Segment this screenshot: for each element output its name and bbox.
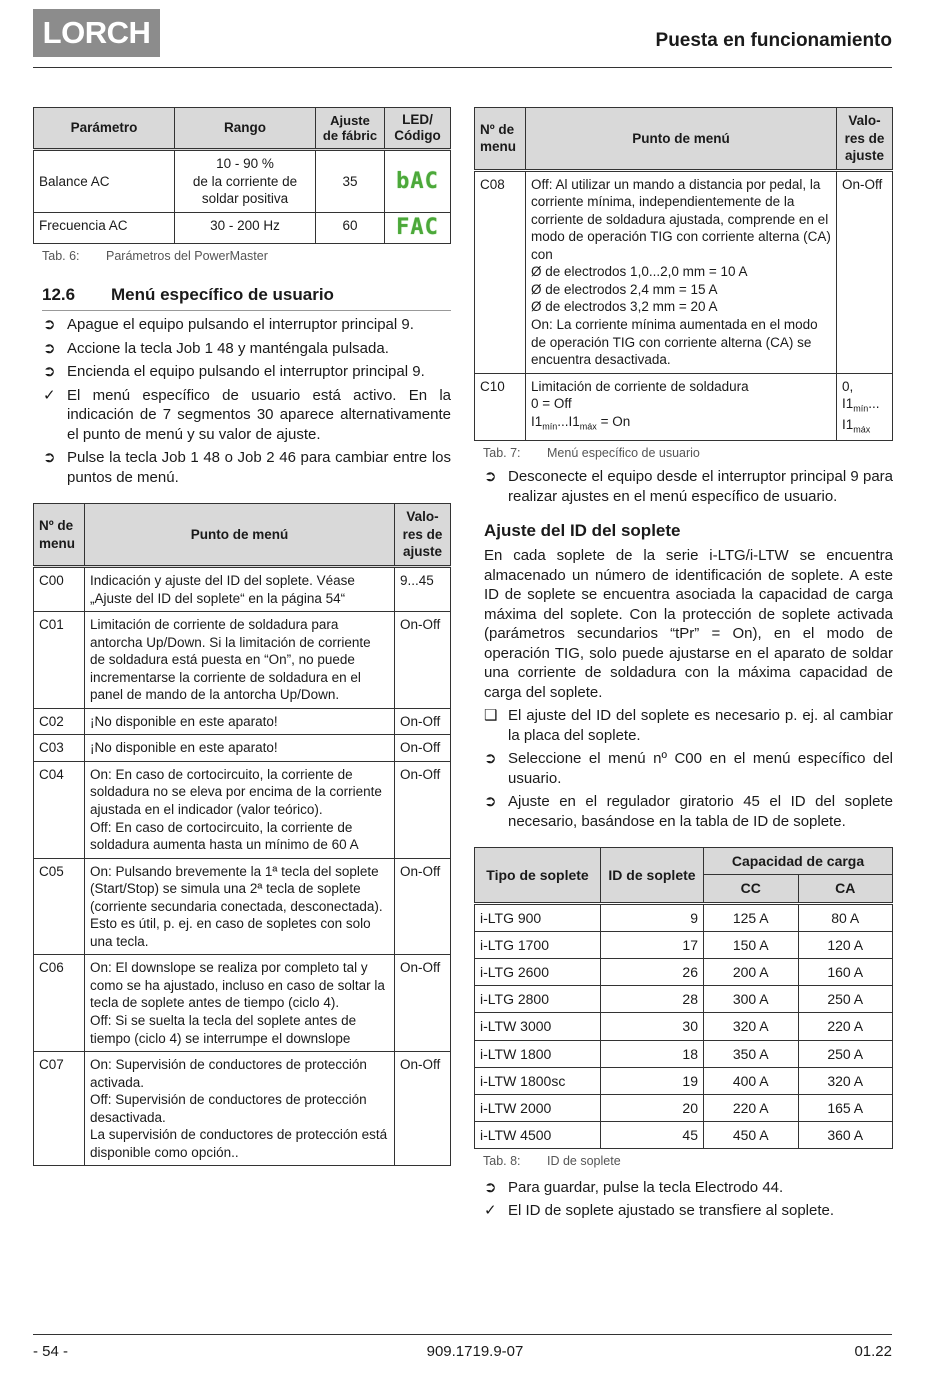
step-list [474,706,893,831]
col-header-ca: CA [798,875,893,903]
table-row [475,373,893,440]
page-number: - 54 - [33,1343,69,1360]
caption-number: Tab. 6: [42,249,80,264]
table-row [34,761,451,858]
subscript: máx [579,421,597,432]
menu-line: Limitación de corriente de soldadura [531,378,749,394]
arrow-icon: ➲ [484,750,497,768]
arrow-icon: ➲ [484,468,497,486]
symbol: I1 [842,396,854,412]
col-header-torch-type: Tipo de soplete [475,848,601,903]
list-item [484,1201,893,1221]
checkbox-icon: ❑ [484,707,498,725]
page-title: Puesta en funcionamiento [655,30,892,51]
checkmark-icon: ✓ [43,386,56,404]
step-text: Para guardar, pulse la tecla Electrodo 44. [508,1178,784,1196]
col-header-range: Rango [175,108,316,150]
col-header-capacity: Capacidad de carga [704,848,893,875]
list-item [484,792,893,831]
table-row [475,931,893,958]
paragraph: En cada soplete de la serie i-LTG/i-LTW se encuentra almacenado un número de identificación de soplete. A este ID de soplete se encuentra asociada la capacidad de carga máxima del soplete. Con la protección de soplete activada (parámetros secundarios “tPr” = On), en el modo de operación TIG, solo puede ajustarse en el aparato de soldar una corriente de soldadura con la máxima capacidad de carga del soplete. [484,547,893,701]
torch-type: i-LTG 2600 [475,959,601,986]
capacity-cc: 400 A [704,1067,799,1094]
subscript: mín [542,421,558,432]
col-header-menu-no: Nº de menu [34,504,85,567]
step-text: Ajuste en el regulador giratorio 45 el ID del soplete necesario, basándose en la tabla de ID de soplete. [508,793,893,830]
step-text: El ajuste del ID del soplete es necesario p. ej. al cambiar la placa del soplete. [508,707,893,744]
menu-line: 0 = Off [531,396,572,412]
table-row [475,986,893,1013]
torch-type: i-LTW 3000 [475,1013,601,1040]
capacity-cc: 220 A [704,1094,799,1121]
left-column [33,107,451,1166]
seven-segment-display-icon [395,215,440,241]
menu-number: C04 [34,761,85,858]
table-row [34,955,451,1052]
table-row [34,150,451,213]
table-row [34,567,451,612]
menu-description: Indicación y ajuste del ID del soplete. Véase „Ajuste del ID del soplete“ en la página 54“ [85,567,395,612]
param-name: Balance AC [34,150,175,213]
table-row [475,1122,893,1149]
value-line [842,395,887,415]
menu-values: 9...45 [395,567,451,612]
step-text: El menú específico de usuario está activo. En la indicación de 7 segmentos 30 aparece alternativamente el punto de menú y su valor de ajuste. [67,386,451,443]
menu-values: On-Off [395,612,451,709]
table-row [34,1052,451,1166]
menu-values: On-Off [395,955,451,1052]
right-column [474,107,893,1225]
menu-description: Off: Al utilizar un mando a distancia por pedal, la corriente mínima, independientemente de la corriente de soldadura ajustada, comprende en el modo de operación TIG con corriente alterna (CA) con Ø de electrodos 1,0...2,0 mm = 10 A Ø de electrodos 2,4 mm = 15 A Ø de electrodos 3,2 mm = 20 A On: La corriente mínima aumentada en el modo de operación TIG con corriente alterna (CA) se encuentra desactivada. [526,170,837,373]
table-row [475,170,893,373]
param-default: 60 [316,213,385,244]
arrow-icon: ➲ [43,316,56,334]
col-header-default: Ajuste de fábric [316,108,385,150]
checkmark-icon: ✓ [484,1202,497,1220]
torch-id: 20 [601,1094,704,1121]
caption-text: Parámetros del PowerMaster [106,249,268,264]
menu-description: ¡No disponible en este aparato! [85,708,395,735]
list-item [484,467,893,506]
capacity-cc: 150 A [704,931,799,958]
section-heading [42,284,451,311]
torch-id: 18 [601,1040,704,1067]
torch-id: 9 [601,903,704,931]
col-header-cc: CC [704,875,799,903]
menu-values: On-Off [837,170,893,373]
menu-values [837,373,893,440]
param-range: 10 - 90 % de la corriente de soldar positiva [175,150,316,213]
subscript: máx [853,424,871,435]
subscript: mín [853,403,869,414]
symbol: = On [596,413,631,429]
menu-number: C05 [34,858,85,955]
capacity-cc: 200 A [704,959,799,986]
capacity-ca: 360 A [798,1122,893,1149]
menu-number: C10 [475,373,526,440]
symbol: I1 [842,416,854,432]
menu-number: C00 [34,567,85,612]
param-name: Frecuencia AC [34,213,175,244]
torch-type: i-LTW 2000 [475,1094,601,1121]
list-item [43,339,451,359]
col-header-menu-no: Nº de menu [475,108,526,171]
torch-id: 30 [601,1013,704,1040]
torch-type: i-LTG 900 [475,903,601,931]
step-text: Encienda el equipo pulsando el interruptor principal 9. [67,363,425,381]
list-item [43,362,451,382]
table-row [34,735,451,762]
menu-values: On-Off [395,1052,451,1166]
list-item [43,386,451,445]
capacity-ca: 160 A [798,959,893,986]
menu-number: C08 [475,170,526,373]
caption-text: Menú específico de usuario [547,445,700,460]
capacity-cc: 320 A [704,1013,799,1040]
menu-values: On-Off [395,761,451,858]
subsection-heading: Ajuste del ID del soplete [484,521,681,541]
step-text: Apague el equipo pulsando el interruptor principal 9. [67,316,414,334]
led-code-text: bAC [396,168,439,194]
table-row [34,213,451,244]
capacity-ca: 250 A [798,1040,893,1067]
led-code [385,150,451,213]
menu-values: On-Off [395,858,451,955]
step-text: Pulse la tecla Job 1 48 o Job 2 46 para cambiar entre los puntos de menú. [67,449,451,486]
header-divider [33,67,892,68]
step-text: Seleccione el menú nº C00 en el menú específico del usuario. [508,750,893,787]
capacity-cc: 300 A [704,986,799,1013]
torch-id: 45 [601,1122,704,1149]
col-header-led-code: LED/ Código [385,108,451,150]
torch-id-table [474,847,893,1149]
param-default: 35 [316,150,385,213]
list-item [484,706,893,745]
table-row [475,1013,893,1040]
capacity-cc: 125 A [704,903,799,931]
col-header-values: Valo-res de ajuste [837,108,893,171]
menu-number: C03 [34,735,85,762]
list-item [484,1178,893,1198]
value-line: 0, [842,378,854,394]
table-row [34,858,451,955]
torch-type: i-LTG 2800 [475,986,601,1013]
document-date: 01.22 [854,1343,892,1360]
col-header-parameter: Parámetro [34,108,175,150]
arrow-icon: ➲ [484,1178,497,1196]
param-range: 30 - 200 Hz [175,213,316,244]
step-list [474,1178,893,1221]
table-caption [483,445,893,461]
symbol: I1 [531,413,543,429]
torch-id: 19 [601,1067,704,1094]
menu-number: C07 [34,1052,85,1166]
symbol: ... [868,396,880,412]
list-item [484,749,893,788]
table-row [34,708,451,735]
step-text: El ID de soplete ajustado se transfiere al soplete. [508,1202,835,1220]
led-code [385,213,451,244]
menu-values: On-Off [395,735,451,762]
torch-id-table-body [475,903,893,1149]
torch-type: i-LTW 1800sc [475,1067,601,1094]
col-header-values: Valo-res de ajuste [395,504,451,567]
torch-type: i-LTW 4500 [475,1122,601,1149]
menu-line [531,413,831,433]
table-caption [42,248,451,264]
menu-description: Limitación de corriente de soldadura para antorcha Up/Down. Si la limitación de corriente de soldadura está puesta en “On”, no puede incrementarse la corriente de soldadura en el panel de mando de la antorcha Up/Down. [85,612,395,709]
seven-segment-display-icon [395,169,440,195]
symbol: ...I1 [557,413,580,429]
table-row [475,903,893,931]
menu-values: On-Off [395,708,451,735]
brand-logo: LORCH [33,9,160,57]
col-header-menu-item: Punto de menú [85,504,395,567]
torch-type: i-LTG 1700 [475,931,601,958]
step-list [474,467,893,506]
menu-description: On: En caso de cortocircuito, la corriente de soldadura no se eleva por encima de la corriente ajustada en el indicador (valor teórico). Off: En caso de cortocircuito, la corriente de soldadura aumenta hasta un mínimo de 60 A [85,761,395,858]
menu-number: C02 [34,708,85,735]
section-number: 12.6 [42,285,76,305]
step-text: Desconecte el equipo desde el interruptor principal 9 para realizar ajustes en el menú específico de usuario. [508,468,893,505]
menu-description: On: Pulsando brevemente la 1ª tecla del soplete (Start/Stop) se simula una 2ª tecla de soplete (corriente secundaria conectada, desconectada). Esto es útil, p. ej. en caso de sopletes con solo una tecla. [85,858,395,955]
torch-id: 26 [601,959,704,986]
col-header-menu-item: Punto de menú [526,108,837,171]
powermaster-parameters-table [33,107,451,244]
arrow-icon: ➲ [484,793,497,811]
capacity-ca: 320 A [798,1067,893,1094]
footer-divider [33,1334,892,1335]
table-row [475,959,893,986]
caption-number: Tab. 8: [483,1154,521,1169]
capacity-ca: 220 A [798,1013,893,1040]
section-title: Menú específico de usuario [111,285,334,305]
step-list [33,315,451,487]
table-row [475,1040,893,1067]
torch-id: 28 [601,986,704,1013]
arrow-icon: ➲ [43,363,56,381]
step-text: Accione la tecla Job 1 48 y manténgala pulsada. [67,339,389,357]
caption-text: ID de soplete [547,1154,621,1169]
list-item [43,315,451,335]
col-header-torch-id: ID de soplete [601,848,704,903]
caption-number: Tab. 7: [483,445,521,460]
arrow-icon: ➲ [43,339,56,357]
capacity-ca: 80 A [798,903,893,931]
table-row [475,1067,893,1094]
capacity-cc: 350 A [704,1040,799,1067]
arrow-icon: ➲ [43,449,56,467]
torch-id: 17 [601,931,704,958]
table-row [34,612,451,709]
capacity-cc: 450 A [704,1122,799,1149]
capacity-ca: 250 A [798,986,893,1013]
user-menu-table-right [474,107,893,441]
menu-description: On: El downslope se realiza por completo tal y como se ha ajustado, incluso en caso de soltar la tecla de soplete antes de tiempo (ciclo 4). Off: Si se suelta la tecla del soplete antes de tiempo (ciclo 4) se interrumpe el downslope [85,955,395,1052]
menu-description: On: Supervisión de conductores de protección activada. Off: Supervisión de conductores de protección desactivada. La supervisión de conductores de protección está disponible como opción.. [85,1052,395,1166]
led-code-text: FAC [396,215,439,241]
table-caption [483,1153,893,1169]
user-menu-table-left [33,503,451,1166]
menu-description: ¡No disponible en este aparato! [85,735,395,762]
document-number: 909.1719.9-07 [426,1343,524,1360]
torch-type: i-LTW 1800 [475,1040,601,1067]
capacity-ca: 120 A [798,931,893,958]
capacity-ca: 165 A [798,1094,893,1121]
menu-number: C06 [34,955,85,1052]
menu-description [526,373,837,440]
menu-number: C01 [34,612,85,709]
table-row [475,1094,893,1121]
value-line [842,416,887,436]
list-item [43,448,451,487]
